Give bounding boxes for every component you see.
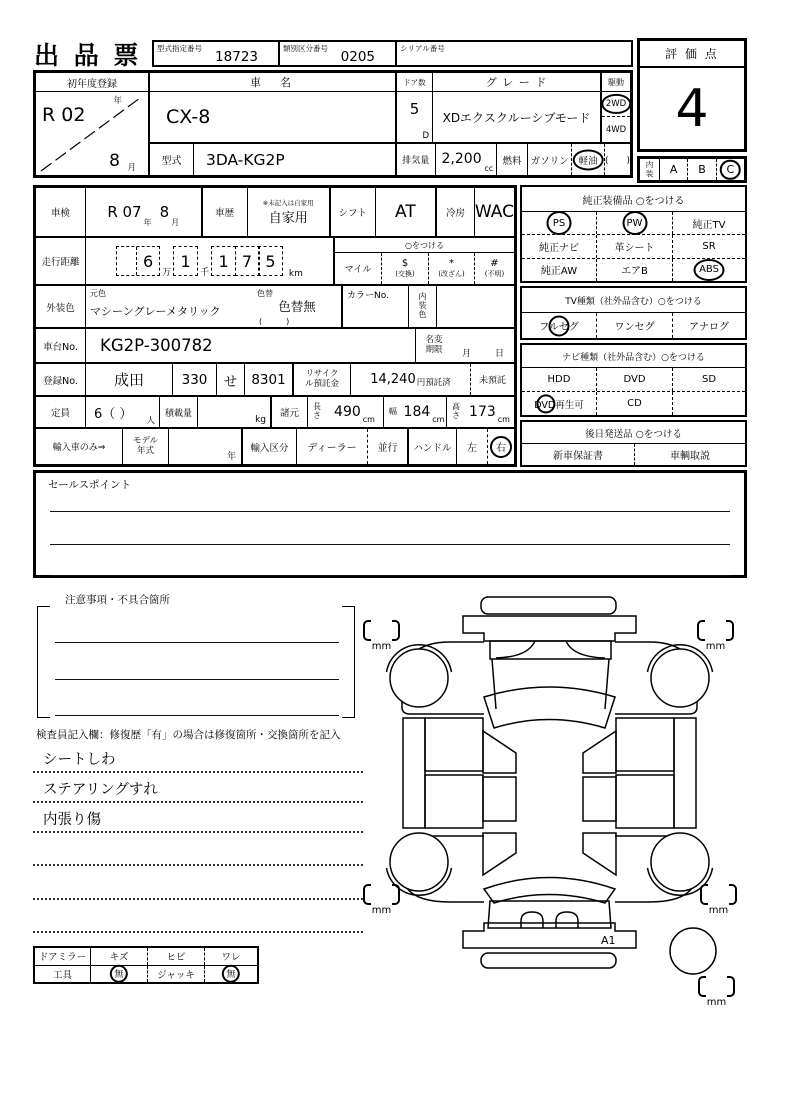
model-year-unit: 年 [226, 452, 236, 462]
exterior-label: 外装色 [36, 286, 86, 327]
exterior-change-value: 色替無 [278, 299, 316, 314]
rating-box [637, 38, 747, 152]
shipping-manual: 車輌取説 [670, 451, 710, 462]
handle-left: 左 [467, 443, 477, 454]
notes-bracket-right [342, 606, 355, 718]
car-name-label: 車 名 [150, 73, 395, 92]
shipping-title: 後日発送品 ○をつける [522, 422, 745, 444]
capacity-value: 6（ ） [94, 407, 133, 422]
sill-right [674, 718, 696, 828]
exterior-orig-cell [86, 286, 253, 327]
class-code-value: 0205 [340, 49, 375, 65]
color-no-cell [343, 286, 409, 327]
equipment-box [520, 185, 747, 283]
mileage-hash: # (不明) [484, 258, 505, 278]
tool-none: 無 [91, 966, 148, 983]
mm-label-rear-left: mm [371, 905, 392, 916]
interior-color-cell [409, 286, 437, 327]
navi-dvd: DVD [597, 368, 673, 391]
model-label: 型式 [150, 144, 194, 175]
shift-value: AT [376, 188, 438, 236]
capacity-unit: 人 [146, 416, 155, 426]
tv-fullseg: フルセグ [522, 313, 597, 338]
jack-label: ジャッキ [148, 966, 205, 983]
load-label: 積載量 [160, 397, 198, 427]
mm-label-front-right: mm [705, 641, 726, 652]
tv-type-box [520, 286, 747, 340]
fuel-label: 燃料 [497, 144, 528, 175]
name-change-day: 日 [494, 349, 504, 359]
equip-sr: SR [702, 240, 716, 252]
sales-line-3 [50, 575, 730, 576]
plate-label: 登録No. [36, 364, 86, 395]
notes-box [37, 592, 355, 718]
navi-hdd: HDD [522, 368, 597, 391]
door-rear-right [616, 775, 674, 828]
class-code-label: 類別区分番号 [283, 44, 328, 53]
tools-label: 工具 [35, 966, 91, 983]
drive-2wd: 2WD [602, 92, 630, 117]
fuel-gasoline: ガソリン [530, 155, 569, 167]
doors-cell [395, 73, 432, 142]
tv-type-title: TV種類（社外品含む）○をつける [522, 288, 745, 313]
chassis-label: 車台No. [36, 329, 86, 362]
mileage-digit-man: 6 [142, 251, 154, 271]
history-note: ※未記入は自家用 [262, 199, 314, 207]
mileage-circle-table [333, 238, 514, 284]
shaken-date [86, 188, 203, 236]
history-cell [248, 188, 331, 236]
flap-front-left [483, 731, 516, 773]
equip-pw: PW [597, 212, 673, 234]
displacement-cell [436, 144, 498, 175]
model-value: 3DA-KG2P [206, 150, 285, 169]
width-label: 幅 [389, 406, 397, 416]
equip-leather: 革シート [597, 235, 673, 257]
serial-label: シリアル番号 [400, 44, 445, 53]
notes-line-1 [55, 642, 339, 643]
tools-table [33, 946, 259, 984]
load-unit: kg [255, 415, 266, 425]
grade-label: グ レ ー ド [433, 73, 600, 92]
plate-class: 330 [172, 364, 216, 395]
handle-label: ハンドル [407, 429, 457, 464]
shipping-warranty: 新車保証書 [522, 444, 635, 465]
first-reg-label: 初年度登録 [36, 73, 148, 92]
rear-notch-right [556, 912, 578, 928]
notes-line-2 [55, 679, 339, 680]
drive-4wd: 4WD [605, 124, 627, 135]
navi-type-title: ナビ種類（社外品含む）○をつける [522, 345, 745, 368]
windshield [484, 687, 615, 728]
mm-bracket-rear-right [700, 884, 737, 917]
capacity-label: 定員 [36, 397, 86, 427]
notes-label: 注意事項・不具合箇所 [65, 594, 170, 606]
reg-month-value: 8 [109, 151, 120, 171]
plate-row [36, 364, 514, 397]
vehicle-table [33, 70, 633, 178]
spare-tire [670, 928, 716, 974]
doors-value: 5 [409, 100, 420, 118]
mileage-circle-label: ○をつける [335, 238, 514, 253]
doors-unit: D [422, 131, 429, 141]
shaken-year-suffix: 年 [143, 218, 152, 227]
doors-label: ドア数 [397, 73, 432, 92]
sales-line-2 [50, 544, 730, 545]
tv-analog: アナログ [689, 322, 729, 333]
chassis-value: KG2P-300782 [86, 329, 416, 362]
equip-navi: 純正ナビ [522, 235, 597, 257]
tools-crack: ヒビ [148, 948, 205, 965]
plate-number: 8301 [244, 364, 292, 395]
navi-dvd-play: DVD再生可 [522, 392, 597, 415]
interior-grade-c: C [717, 159, 744, 180]
door-front-left [425, 718, 483, 771]
car-name-cell [150, 73, 395, 175]
model-code-box [152, 40, 280, 67]
jack-none: 無 [205, 966, 257, 983]
shaken-label: 車検 [36, 188, 86, 236]
inspector-entry-5 [33, 866, 363, 900]
height-label: 高さ [452, 402, 460, 420]
a-pillar-left [492, 659, 496, 709]
sales-line-1 [50, 511, 730, 512]
exterior-orig-value: マシーングレーメタリック [90, 305, 221, 318]
inspector-entry-6 [33, 900, 363, 933]
mileage-digits [86, 238, 333, 284]
history-value: 自家用 [268, 211, 308, 226]
drive-label: 駆動 [602, 73, 630, 92]
mileage-sen-label: 千 [200, 268, 210, 278]
rating-score: 4 [675, 78, 709, 139]
rear-bumper-a1-label: A1 [601, 934, 616, 947]
aircon-label: 冷房 [437, 188, 475, 236]
width-value: 184 [403, 404, 431, 420]
notes-line-3 [55, 715, 339, 716]
length-unit: cm [362, 415, 375, 424]
name-change-month: 月 [462, 349, 472, 359]
mm-label-spare: mm [706, 997, 727, 1008]
aircon-value: WAC [474, 202, 514, 222]
front-wheel-right [651, 649, 709, 707]
exterior-row [36, 286, 514, 329]
width-cell [402, 397, 447, 427]
model-row [150, 142, 395, 175]
mileage-dollar: $ (交換) [382, 253, 429, 284]
mileage-man-label: 万 [162, 268, 172, 278]
recycle-deposited: 円預託済 [416, 377, 451, 388]
flap-front-right [583, 731, 616, 773]
height-cell [465, 397, 514, 427]
inspector-entry-2: ステアリングすれ [33, 773, 363, 803]
inspector-entry-1: シートしわ [33, 746, 363, 773]
mileage-digit-1: 1 [211, 246, 236, 276]
chassis-row [36, 329, 514, 364]
drive-cell [600, 73, 630, 142]
a-pillar-right [605, 659, 609, 709]
width-unit: cm [432, 415, 445, 424]
mm-bracket-front-left [363, 620, 400, 653]
recycle-not-deposited: 未預託 [470, 364, 514, 395]
displacement-unit: cc [484, 164, 494, 173]
model-code-label: 型式指定番号 [157, 44, 202, 53]
mileage-digit-sen: 1 [173, 246, 198, 276]
flap-rear-left [483, 833, 516, 875]
headlight-left [496, 641, 535, 658]
import-class-label: 輸入区分 [243, 429, 297, 464]
grade-value: XDエクスクルーシブモード [442, 110, 591, 125]
reg-era-value: R 02 [42, 104, 86, 126]
shaken-month-suffix: 月 [171, 218, 180, 227]
import-label: 輸入車のみ⇒ [36, 429, 123, 464]
history-label: 車歴 [203, 188, 248, 236]
height-unit: cm [497, 415, 510, 424]
exterior-orig-label: 元色 [90, 289, 106, 298]
mileage-unit: km [288, 269, 303, 279]
inspector-entry-4 [33, 833, 363, 866]
sales-point-label: セールスポイント [48, 479, 132, 491]
interior-grade-box [637, 156, 747, 183]
rear-wheel-right [651, 833, 709, 891]
model-year-cell [169, 429, 243, 464]
mm-label-rear-right: mm [708, 905, 729, 916]
recycle-deposited-cell [350, 364, 470, 395]
rating-label: 評 価 点 [640, 41, 744, 68]
fuel-diesel: 軽油 [571, 144, 604, 175]
sill-left [403, 718, 425, 828]
navi-cd: CD [597, 392, 673, 415]
tools-doormirror: ドアミラー [35, 948, 91, 965]
exterior-change-cell [253, 286, 343, 327]
length-value: 490 [334, 404, 361, 420]
grade-cell [432, 73, 600, 142]
class-code-box [278, 40, 397, 67]
equip-ps: PS [522, 212, 597, 234]
shaken-era: R 07 [107, 203, 142, 221]
mileage-label: 走行距離 [36, 238, 86, 284]
reg-month-suffix: 月 [127, 163, 136, 173]
interior-grade-b: B [688, 159, 716, 180]
rear-window [484, 878, 615, 904]
rear-bumper-bottom [481, 953, 616, 968]
plate-area: 成田 [113, 371, 144, 389]
navi-type-box [520, 343, 747, 417]
equip-tv: 純正TV [692, 219, 726, 231]
pillar-panel-left [483, 777, 516, 821]
mm-bracket-front-right [697, 620, 734, 653]
interior-color-value [437, 286, 514, 327]
import-row [36, 429, 514, 464]
color-no-label: カラーNo. [347, 291, 389, 301]
mileage-digit-empty [117, 247, 137, 275]
interior-grade-a: A [660, 159, 688, 180]
mileage-digit-3: 5 [258, 246, 283, 276]
exterior-change-label: 色替 [257, 289, 273, 298]
interior-color-label: 内装色 [418, 292, 427, 319]
shaken-month: 8 [159, 203, 170, 221]
mileage-row [36, 238, 514, 286]
capacity-row [36, 397, 514, 429]
mileage-miles: マイル [335, 253, 382, 284]
engine-row [395, 142, 630, 175]
height-value: 173 [469, 404, 496, 420]
recycle-amount: 14,240 [370, 372, 416, 387]
mileage-digit-2: 7 [235, 246, 260, 276]
reg-year-suffix: 年 [113, 96, 122, 106]
first-reg-cell [36, 73, 150, 175]
recycle-label: リサイクル預託金 [292, 364, 350, 395]
name-change-date [452, 329, 514, 362]
name-change-label: 名変期限 [425, 334, 443, 355]
navi-empty [673, 392, 745, 415]
equip-aw: 純正AW [522, 259, 597, 281]
model-year-label: モデル年式 [123, 429, 169, 464]
load-cell [198, 397, 272, 427]
front-wheel-left [390, 649, 448, 707]
exterior-change-paren: ( ) [259, 317, 290, 326]
interior-grade-label: 内装 [640, 159, 660, 180]
sales-point-box [33, 470, 747, 578]
import-parallel: 並行 [367, 429, 407, 464]
shaken-row [36, 188, 514, 238]
inspector-entry-3: 内張り傷 [33, 803, 363, 833]
front-bumper-top [481, 597, 616, 614]
rear-notch-left [521, 912, 543, 928]
mm-bracket-rear-left [363, 884, 400, 917]
shipping-box [520, 420, 747, 467]
shift-label: シフト [331, 188, 376, 236]
capacity-cell [86, 397, 160, 427]
equip-abs: ABS [673, 259, 745, 281]
length-label: 長さ [313, 402, 321, 420]
handle-right: 右 [487, 429, 514, 464]
flap-rear-right [583, 833, 616, 875]
detail-table [33, 185, 517, 467]
door-rear-left [425, 775, 483, 828]
navi-sd: SD [701, 374, 717, 385]
mm-bracket-spare [698, 976, 735, 1009]
plate-kana: せ [216, 364, 244, 395]
displacement-label: 排気量 [397, 144, 436, 175]
front-bumper [463, 616, 636, 641]
tools-scratch: キズ [91, 948, 148, 965]
car-name-value: CX-8 [166, 106, 211, 128]
rear-wheel-left [390, 833, 448, 891]
length-cell [326, 397, 384, 427]
inspector-label: 検査員記入欄：修復歴「有」の場合は修復箇所・交換箇所を記入 [36, 729, 341, 741]
notes-bracket-left [37, 606, 50, 718]
fuel-other-paren: ( ) [604, 144, 630, 175]
equip-airbag: エアB [597, 259, 673, 281]
import-dealer: ディーラー [307, 443, 357, 454]
equipment-title: 純正装備品 ○をつける [522, 187, 745, 212]
serial-box [395, 40, 633, 67]
tools-break: ワレ [221, 952, 241, 964]
tv-oneseg: ワンセグ [597, 313, 673, 338]
inspector-entries [33, 746, 363, 933]
model-code-value: 18723 [215, 49, 258, 65]
door-front-right [616, 718, 674, 771]
sheet-title: 出 品 票 [34, 41, 142, 70]
pillar-panel-right [583, 777, 616, 821]
headlight-right [566, 641, 605, 658]
mileage-star: * (改ざん) [429, 253, 475, 284]
spec-label: 諸元 [272, 397, 308, 427]
mm-label-front-left: mm [371, 641, 392, 652]
displacement-value: 2,200 [441, 151, 482, 167]
rear-panel [488, 901, 611, 928]
